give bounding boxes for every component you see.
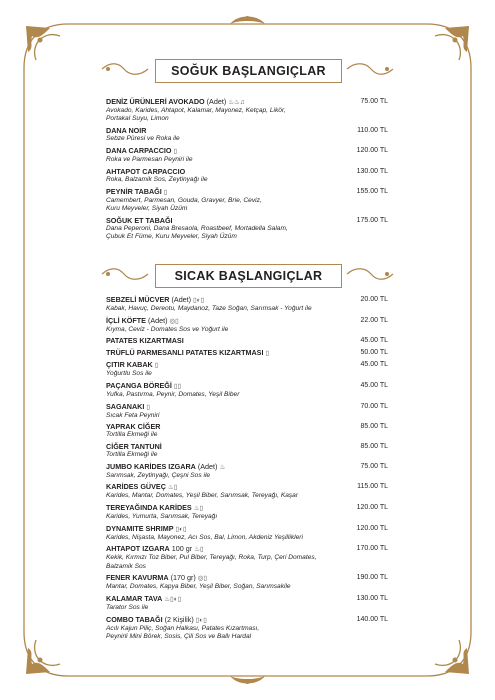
allergen-icon: ♨ [219,463,226,471]
item-title: COMBO TABAĞI [106,614,163,624]
menu-item-name [106,524,388,534]
hot-starters-list [106,295,388,644]
allergen-icon: ▯◐▯ [195,616,207,624]
menu-item [106,316,388,334]
menu-item [106,348,388,358]
item-title: SOĞUK ET TABAĞI [106,216,173,226]
menu-item-description: Karides, Mantar, Domates, Yeşil Biber, Sarımsak, Tereyağı, Kaşar [106,492,299,500]
item-title: KARİDES GÜVEÇ [106,482,166,492]
menu-item-price: 45.00 TL [360,381,388,389]
section-title-cold-starters: SOĞUK BAŞLANGIÇLAR [155,59,342,83]
allergen-icon: ▯ [265,349,270,357]
menu-item-name [106,216,388,225]
menu-item-name [106,167,388,176]
menu-item-description: Roka, Balzamik Sos, Zeytinyağı ile [106,175,208,183]
item-title: KALAMAR TAVA [106,594,163,604]
allergen-icon: ♨▯ [167,484,178,492]
menu-item-description: Sebze Püresi ve Roka ile [106,135,180,143]
menu-item-price: 22.00 TL [360,316,388,324]
menu-item-description: Portakal Suyu, Limon [106,115,169,123]
menu-item-name [106,316,388,326]
item-title: PATATES KIZARTMASI [106,336,184,346]
item-title: JUMBO KARİDES IZGARA [106,461,196,471]
menu-item-price: 115.00 TL [357,483,388,491]
menu-item-price: 45.00 TL [360,337,388,345]
menu-item-description: Yoğurtlu Sos ile [106,370,152,378]
menu-item [106,216,388,242]
allergen-icon: ▯ [154,362,159,370]
menu-item [106,336,388,345]
menu-item-name [106,544,388,554]
menu-item [106,573,388,591]
cold-starters-list [106,97,388,244]
title-ornament-left-icon [100,267,150,281]
item-portion: (170 gr) [170,573,196,583]
allergen-icon: ♨▯◐▯ [164,596,182,604]
menu-item-price: 170.00 TL [356,545,388,553]
menu-item-price: 20.00 TL [360,296,388,303]
menu-item [106,97,388,124]
allergen-icon: ▯▯ [173,382,182,390]
item-title: FENER KAVURMA [106,573,169,583]
menu-item [106,462,388,480]
menu-item-price: 75.00 TL [360,462,388,470]
menu-item-description: Balzamik Sos [106,562,146,570]
menu-item-price: 190.00 TL [356,574,388,582]
menu-item [106,146,388,164]
item-title: TEREYAĞINDA KARİDES [106,502,192,512]
menu-item [106,187,388,214]
section-title-hot-starters: SICAK BAŞLANGIÇLAR [155,264,342,288]
title-ornament-right-icon [345,267,395,281]
allergen-icon: ▯ [173,148,178,156]
menu-item-name [106,462,388,472]
menu-item-name [106,615,388,625]
menu-item-price: 85.00 TL [360,423,388,431]
menu-item-description: Peynirli Mini Börek, Sosis, Çili Sos ve Ballı Hardal [106,633,252,640]
menu-item [106,482,388,500]
menu-item-name [106,97,388,107]
item-portion: (Adet) [171,295,192,304]
menu-item-description: Dana Peperoni, Dana Bresaola, Roastbeef, Mortadella Salam, [106,225,288,233]
item-title: DANA CARPACCIO [106,146,172,156]
menu-item-description: Avokado, Karides, Ahtapot, Kalamar, Mayonez, Ketçap, Likör, [106,107,286,114]
menu-item-name [106,503,388,513]
menu-item-name [106,573,388,583]
allergen-icon: ▯◐▯ [193,297,205,304]
menu-item-price: 85.00 TL [360,442,388,450]
menu-item [106,360,388,378]
menu-item [106,544,388,571]
item-title: SAGANAKI [106,401,145,411]
menu-item-price: 120.00 TL [356,524,388,532]
menu-item-price: 130.00 TL [356,167,388,175]
menu-item-description: Karides, Yumurta, Sarımsak, Tereyağı [106,512,218,520]
allergen-icon: ◎▯ [197,575,207,583]
menu-item-price: 120.00 TL [356,147,388,155]
menu-item-description: Mantar, Domates, Kapya Biber, Yeşil Biber, Soğan, Sarımsakile [106,583,291,591]
menu-item [106,442,388,459]
menu-item [106,524,388,542]
menu-item-price: 140.00 TL [356,615,388,623]
menu-item-description: Sarımsak, Zeytinyağı, Çeşni Sos ile [106,471,211,479]
menu-item [106,402,388,420]
menu-item-description: Acılı Kajun Piliç, Soğan Halkası, Patates Kızartması, [106,624,260,632]
menu-item-name [106,146,388,156]
menu-item [106,594,388,612]
item-portion: (Adet) [197,461,218,471]
item-title: AHTAPOT IZGARA [106,544,170,554]
menu-item-name [106,187,388,197]
menu-item-name [106,360,388,370]
menu-item-name [106,402,388,412]
item-portion: (Adet) [147,315,168,325]
item-portion: 100 gr [171,544,193,554]
menu-item-description: Kabak, Havuç, Dereotu, Maydanoz, Taze Soğan, Sarımsak - Yoğurt ile [106,305,312,312]
menu-item-price: 175.00 TL [356,217,388,225]
allergen-icon: ♨▯ [194,546,204,554]
menu-item-name [106,482,388,492]
item-title: AHTAPOT CARPACCIO [106,166,186,176]
menu-item-description: Çubuk Et Füme, Kuru Meyveler, Siyah Üzüm [106,233,237,241]
menu-item-price: 70.00 TL [360,402,388,410]
menu-item-price: 155.00 TL [356,187,388,195]
menu-item-name [106,126,388,135]
menu-item [106,615,388,642]
menu-item-name [106,594,388,604]
item-title: SEBZELİ MÜCVER [106,295,170,304]
menu-item-price: 120.00 TL [356,503,388,511]
item-title: İÇLİ KÖFTE [106,315,146,325]
allergen-icon: ♨♨♫ [228,99,245,106]
item-title: YAPRAK CİĞER [106,422,161,432]
menu-item-description: Yufka, Pastırma, Peynir, Domates, Yeşil Biber [106,390,240,398]
menu-item-description: Tarator Sos ile [106,604,149,612]
title-ornament-right-icon [345,62,395,76]
allergen-icon: ▯◐▯ [175,525,187,533]
item-title: DANA NOIR [106,126,147,136]
menu-item-name [106,295,388,305]
menu-item [106,503,388,521]
menu-item-description: Camembert, Parmesan, Gouda, Gravyer, Brie, Ceviz, [106,196,262,204]
menu-item-price: 45.00 TL [360,361,388,369]
menu-item [106,381,388,399]
menu-item-description: Sıcak Feta Peyniri [106,411,160,419]
item-title: PAÇANGA BÖREĞİ [106,380,172,390]
item-portion: (Adet) [206,97,227,106]
menu-item [106,422,388,439]
menu-item-description: Tortilla Ekmeği ile [106,450,158,458]
menu-item-name [106,422,388,431]
allergen-icon: ▯ [146,403,150,411]
menu-item-description: Kekik, Kırmızı Toz Biber, Pul Biber, Tereyağı, Roka, Turp, Çeri Domates, [106,554,317,562]
menu-item-name [106,348,388,358]
item-title: ÇITIR KABAK [106,360,153,370]
item-title: CİĞER TANTUNİ [106,441,162,451]
item-title: DENİZ ÜRÜNLERİ AVOKADO [106,97,205,106]
menu-item-price: 50.00 TL [360,348,388,356]
menu-item-name [106,442,388,451]
allergen-icon: ◎▯ [169,317,179,325]
menu-item [106,167,388,184]
menu-item-description: Kuru Meyveler, Siyah Üzüm [106,205,188,213]
menu-item-name [106,336,388,345]
title-ornament-left-icon [100,62,150,76]
menu-item [106,126,388,143]
menu-item-price: 75.00 TL [360,98,388,105]
menu-item-description: Tortilla Ekmeği ile [106,431,158,439]
menu-item-price: 110.00 TL [357,127,388,135]
menu-item [106,295,388,313]
menu-item-price: 130.00 TL [356,595,388,603]
allergen-icon: ♨▯ [193,504,204,512]
menu-item-name [106,381,388,391]
allergen-icon: ▯ [163,188,168,196]
item-title: DYNAMITE SHRIMP [106,523,174,533]
item-title: PEYNİR TABAĞI [106,186,162,196]
menu-item-description: Karides, Nişasta, Mayonez, Acı Sos, Bal, Limon, Akdeniz Yeşillikleri [106,533,303,541]
item-portion: (2 Kişilik) [164,614,194,624]
menu-item-description: Kıyma, Ceviz - Domates Sos ve Yoğurt ile [106,325,229,333]
item-title: TRÜFLÜ PARMESANLI PATATES KIZARTMASI [106,347,264,357]
menu-item-description: Roka ve Parmesan Peyniri ile [106,156,193,164]
